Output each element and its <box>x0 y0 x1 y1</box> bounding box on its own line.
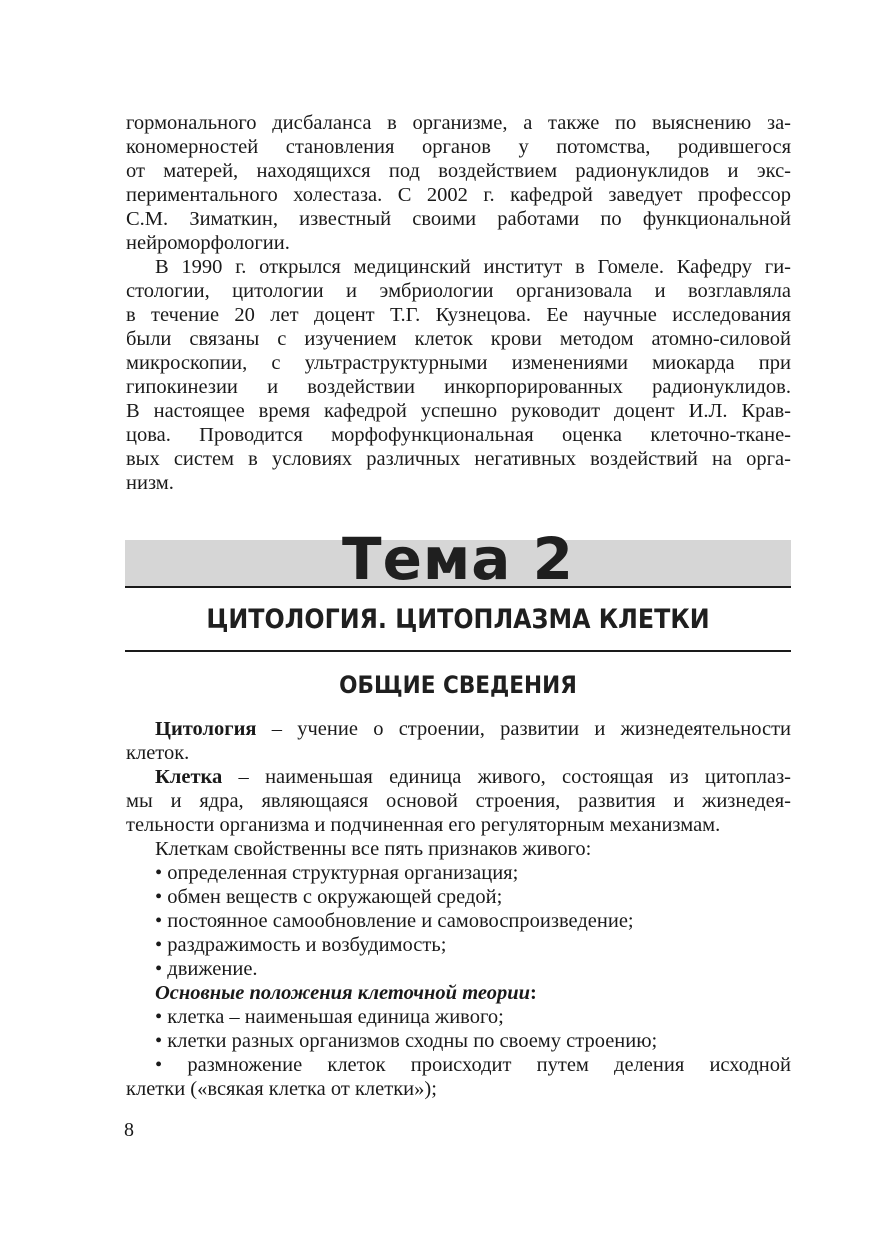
list-item: • движение. <box>155 958 258 980</box>
theory-heading: Основные положения клеточной теории <box>155 982 531 1004</box>
page-number: 8 <box>124 1119 134 1141</box>
text-line: вых систем в условиях различных негативных воздействий на орга- <box>126 448 791 470</box>
theory-colon: : <box>530 982 537 1004</box>
text-line: клеток. <box>126 742 190 764</box>
text-line: Клеткам свойственны все пять признаков живого: <box>155 838 592 860</box>
section-title: ОБЩИЕ СВЕДЕНИЯ <box>339 671 577 699</box>
list-item: • клетки разных организмов сходны по своему строению; <box>155 1030 658 1052</box>
text-line: от матерей, находящихся под воздействием радионуклидов и экс- <box>126 160 791 182</box>
text-line: гипокинезии и воздействии инкорпорированных радионуклидов. <box>126 376 791 398</box>
text-line: кономерностей становления органов у потомства, родившегося <box>126 136 791 158</box>
list-item: • обмен веществ с окружающей средой; <box>155 886 503 908</box>
definition-text: – учение о строении, развитии и жизнедеятельности <box>256 718 791 740</box>
list-item: • определенная структурная организация; <box>155 862 519 884</box>
text-line: цова. Проводится морфофункциональная оценка клеточно-ткане- <box>126 424 791 446</box>
intro-text <box>126 111 791 495</box>
list-item: • раздражимость и возбудимость; <box>155 934 447 956</box>
text-line: были связаны с изучением клеток крови методом атомно-силовой <box>126 328 791 350</box>
section-body <box>126 717 791 1101</box>
chapter-title: ЦИТОЛОГИЯ. ЦИТОПЛАЗМА КЛЕТКИ <box>206 604 710 635</box>
text-line: нейроморфологии. <box>126 232 290 254</box>
theory-heading-line <box>126 981 791 1005</box>
text-line: в течение 20 лет доцент Т.Г. Кузнецова. Ее научные исследования <box>126 304 791 326</box>
text-line: В настоящее время кафедрой успешно руководит доцент И.Л. Крав- <box>126 400 791 422</box>
text-line: гормонального дисбаланса в организме, а также по выяснению за- <box>126 112 791 134</box>
list-item: • размножение клеток происходит путем деления исходной <box>155 1054 791 1076</box>
text-line: стологии, цитологии и эмбриологии организовала и возглавляла <box>126 280 791 302</box>
list-item: • клетка – наименьшая единица живого; <box>155 1006 504 1028</box>
text-line: клетки («всякая клетка от клетки»); <box>126 1078 437 1100</box>
text-line: мы и ядра, являющаяся основой строения, развития и жизнедея- <box>126 790 791 812</box>
term-cell: Клетка <box>155 766 223 788</box>
term-cytology: Цитология <box>155 718 257 740</box>
chapter-divider <box>125 650 791 652</box>
text-line: В 1990 г. открылся медицинский институт в Гомеле. Кафедру ги- <box>155 256 791 278</box>
definition-text: – наименьшая единица живого, состоящая из цитоплаз- <box>222 766 791 788</box>
definition-cytology <box>126 717 791 741</box>
topic-title: Тема 2 <box>342 525 574 593</box>
list-item: • постоянное самообновление и самовоспроизведение; <box>155 910 634 932</box>
text-line: периментального холестаза. С 2002 г. кафедрой заведует профессор <box>126 184 791 206</box>
text-line: тельности организма и подчиненная его регуляторным механизмам. <box>126 814 721 836</box>
text-line: микроскопии, с ультраструктурными изменениями миокарда при <box>126 352 791 374</box>
definition-cell <box>126 765 791 789</box>
text-line: С.М. Зиматкин, известный своими работами по функциональной <box>126 208 791 230</box>
text-line: низм. <box>126 472 174 494</box>
